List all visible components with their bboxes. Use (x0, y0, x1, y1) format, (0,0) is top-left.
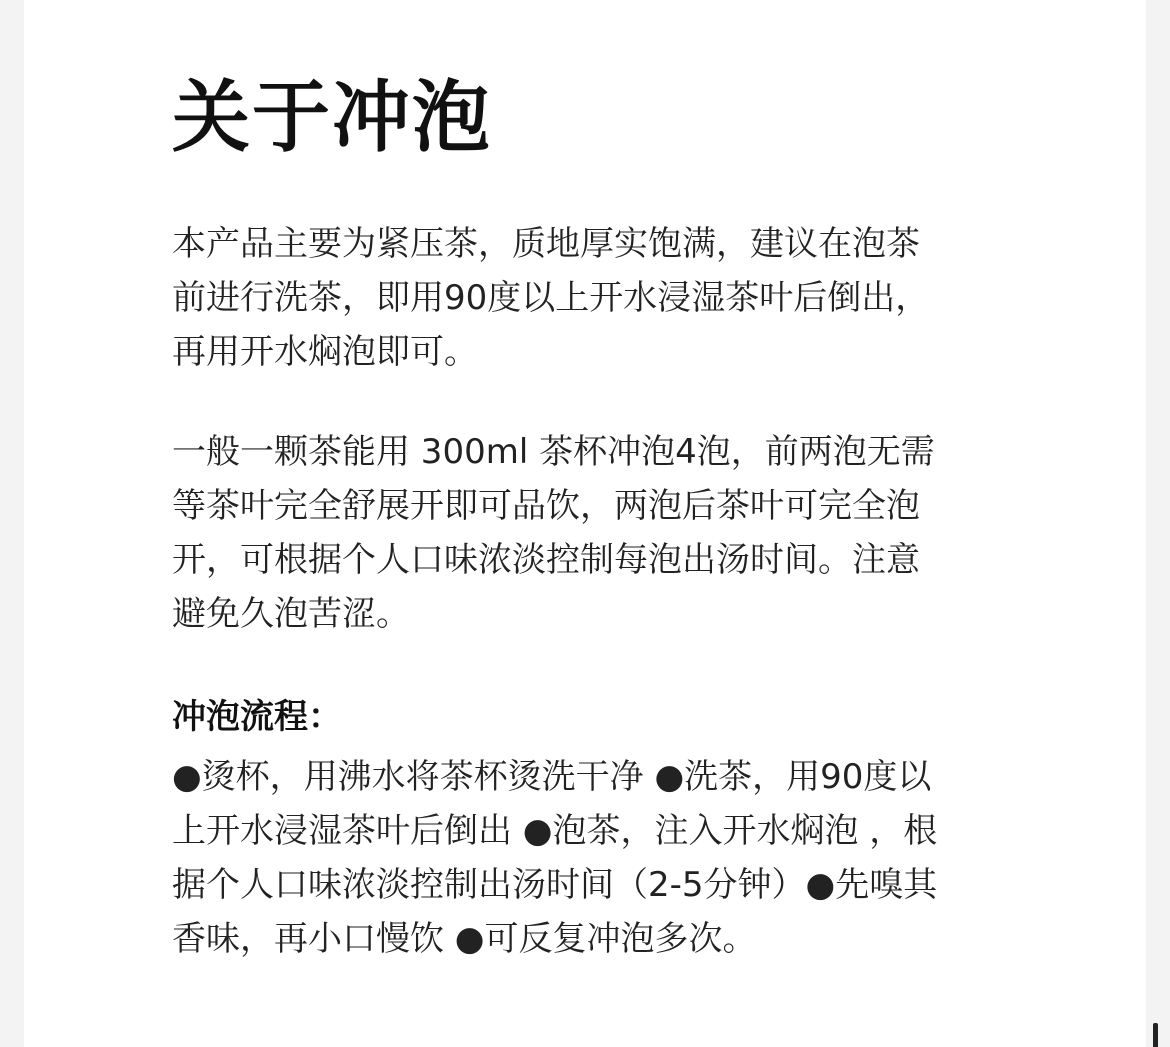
process-steps-paragraph (172, 750, 1022, 966)
process-line: 据个人口味浓淡控制出汤时间（2-5分钟）●先嗅其 (172, 865, 938, 905)
usage-line: 等茶叶完全舒展开即可品饮，两泡后茶叶可完全泡 (172, 486, 920, 526)
intro-line: 前进行洗茶，即用90度以上开水浸湿茶叶后倒出， (172, 278, 930, 318)
page-title: 关于冲泡 (172, 72, 493, 163)
usage-line: 避免久泡苦涩。 (172, 594, 410, 634)
process-line: ●烫杯，用沸水将茶杯烫洗干净 ●洗茶，用90度以 (172, 757, 932, 797)
usage-paragraph (172, 425, 1022, 641)
process-line: 上开水浸湿茶叶后倒出 ●泡茶，注入开水焖泡 ，根 (172, 811, 938, 851)
process-heading: 冲泡流程： (172, 697, 342, 737)
scrollbar-thumb[interactable] (1153, 1023, 1158, 1047)
intro-line: 再用开水焖泡即可。 (172, 332, 478, 372)
usage-line: 开，可根据个人口味浓淡控制每泡出汤时间。注意 (172, 540, 920, 580)
intro-line: 本产品主要为紧压茶，质地厚实饱满，建议在泡茶 (172, 224, 920, 264)
intro-paragraph (172, 217, 1022, 379)
article-card (24, 0, 1146, 1047)
usage-line: 一般一颗茶能用 300ml 茶杯冲泡4泡，前两泡无需 (172, 432, 935, 472)
process-line: 香味，再小口慢饮 ●可反复冲泡多次。 (172, 919, 757, 959)
